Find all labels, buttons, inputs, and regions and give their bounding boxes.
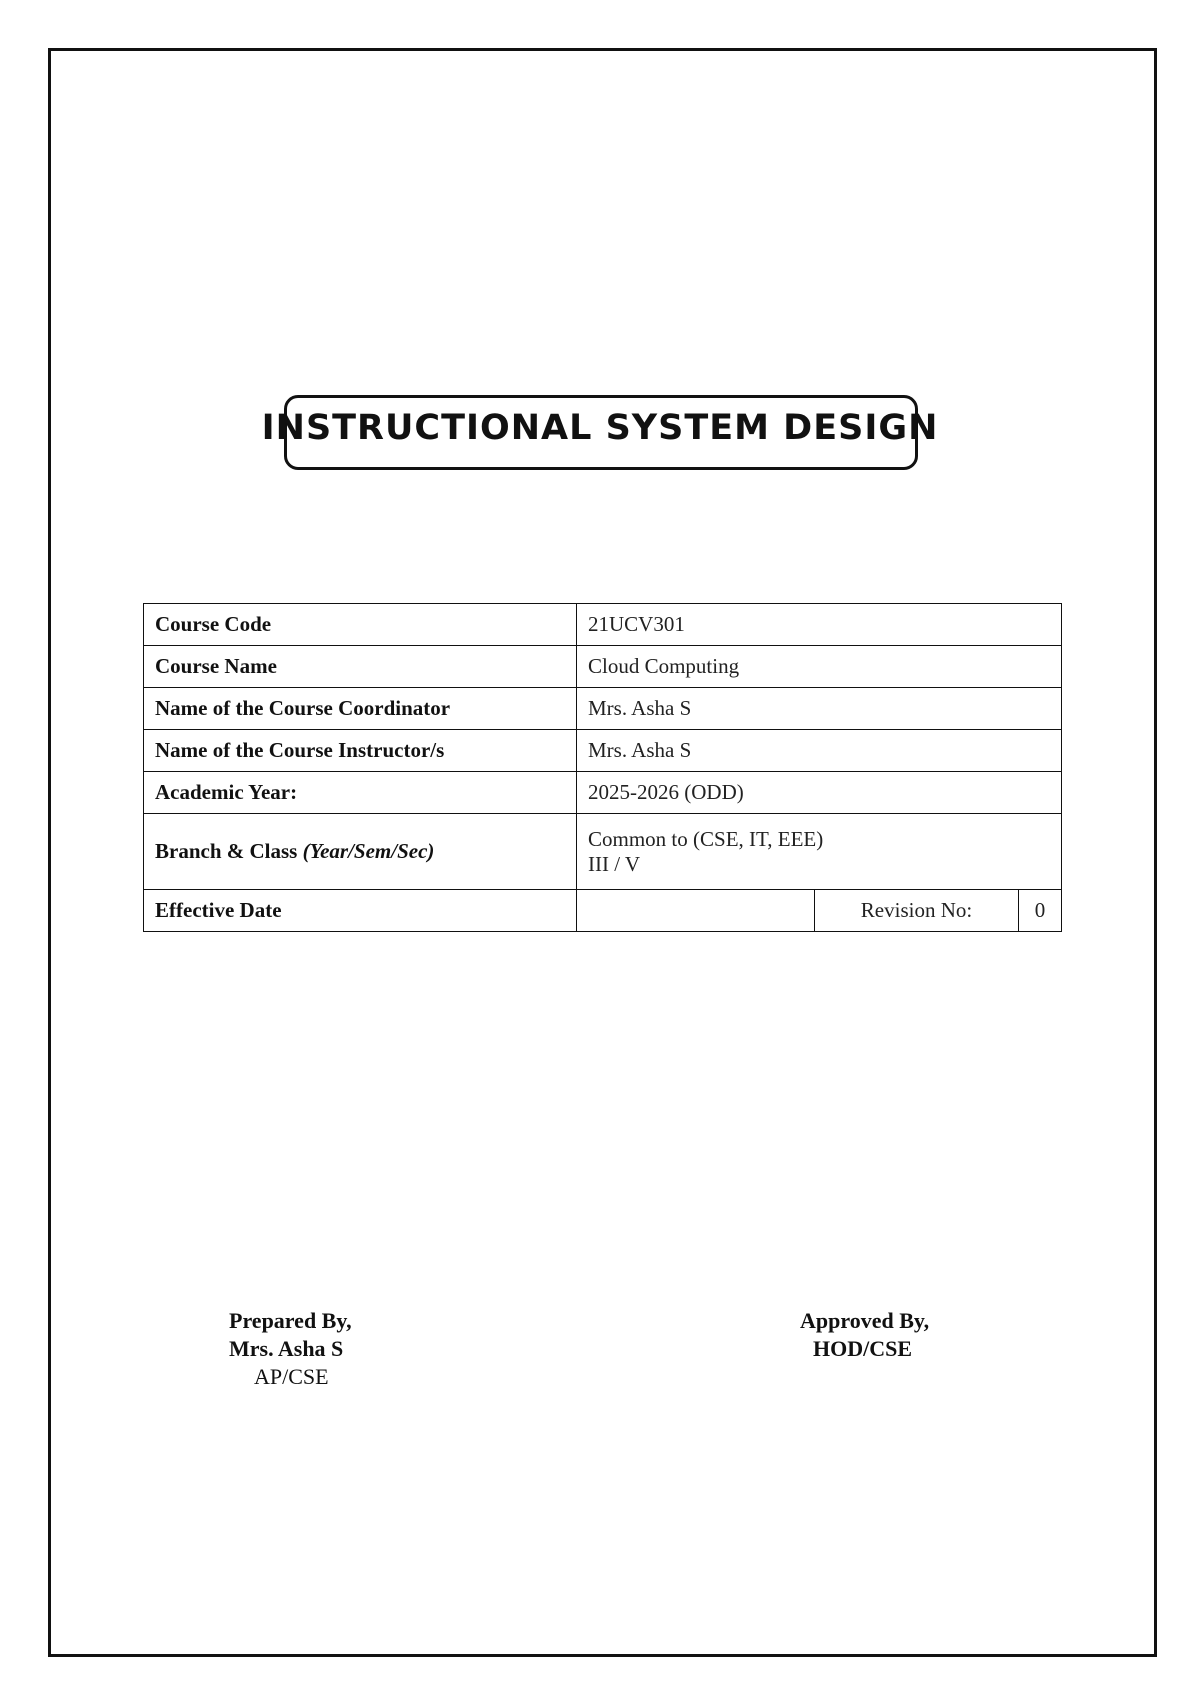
table-row-course-name bbox=[144, 646, 1062, 688]
branch-class-label-italic: (Year/Sem/Sec) bbox=[302, 839, 435, 863]
academic-year-value: 2025-2026 (ODD) bbox=[577, 772, 1062, 814]
branch-class-label-cell bbox=[144, 814, 577, 890]
instructor-label: Name of the Course Instructor/s bbox=[144, 730, 577, 772]
title-section bbox=[0, 395, 1200, 475]
course-name-label: Course Name bbox=[144, 646, 577, 688]
course-code-value: 21UCV301 bbox=[577, 604, 1062, 646]
table-row-branch-class bbox=[144, 814, 1062, 890]
table-row-course-code bbox=[144, 604, 1062, 646]
branch-class-value-line1: Common to (CSE, IT, EEE) bbox=[588, 826, 824, 851]
course-code-label: Course Code bbox=[144, 604, 577, 646]
effective-date-value bbox=[577, 890, 815, 932]
document-title: INSTRUCTIONAL SYSTEM DESIGN bbox=[261, 408, 939, 448]
prepared-by-designation: AP/CSE bbox=[254, 1364, 329, 1389]
course-name-value: Cloud Computing bbox=[577, 646, 1062, 688]
branch-class-label: Branch & Class bbox=[155, 839, 298, 863]
coordinator-label: Name of the Course Coordinator bbox=[144, 688, 577, 730]
effective-date-label: Effective Date bbox=[144, 890, 577, 932]
approved-by-heading: Approved By, bbox=[800, 1308, 930, 1333]
branch-class-value-cell bbox=[577, 814, 1062, 890]
prepared-by-block bbox=[229, 1307, 352, 1391]
prepared-by-heading: Prepared By, bbox=[229, 1308, 352, 1333]
course-details-table bbox=[143, 603, 1062, 932]
instructor-value: Mrs. Asha S bbox=[577, 730, 1062, 772]
table-row-effective-date bbox=[144, 890, 1062, 932]
approved-by-block bbox=[800, 1307, 929, 1363]
revision-number-label: Revision No: bbox=[815, 890, 1019, 932]
revision-number-value: 0 bbox=[1019, 890, 1062, 932]
academic-year-label: Academic Year: bbox=[144, 772, 577, 814]
table-row-coordinator bbox=[144, 688, 1062, 730]
table-row-instructor bbox=[144, 730, 1062, 772]
approved-by-designation: HOD/CSE bbox=[813, 1336, 913, 1361]
coordinator-value: Mrs. Asha S bbox=[577, 688, 1062, 730]
table-row-academic-year bbox=[144, 772, 1062, 814]
branch-class-value-line2: III / V bbox=[588, 851, 641, 876]
prepared-by-name: Mrs. Asha S bbox=[229, 1336, 344, 1361]
